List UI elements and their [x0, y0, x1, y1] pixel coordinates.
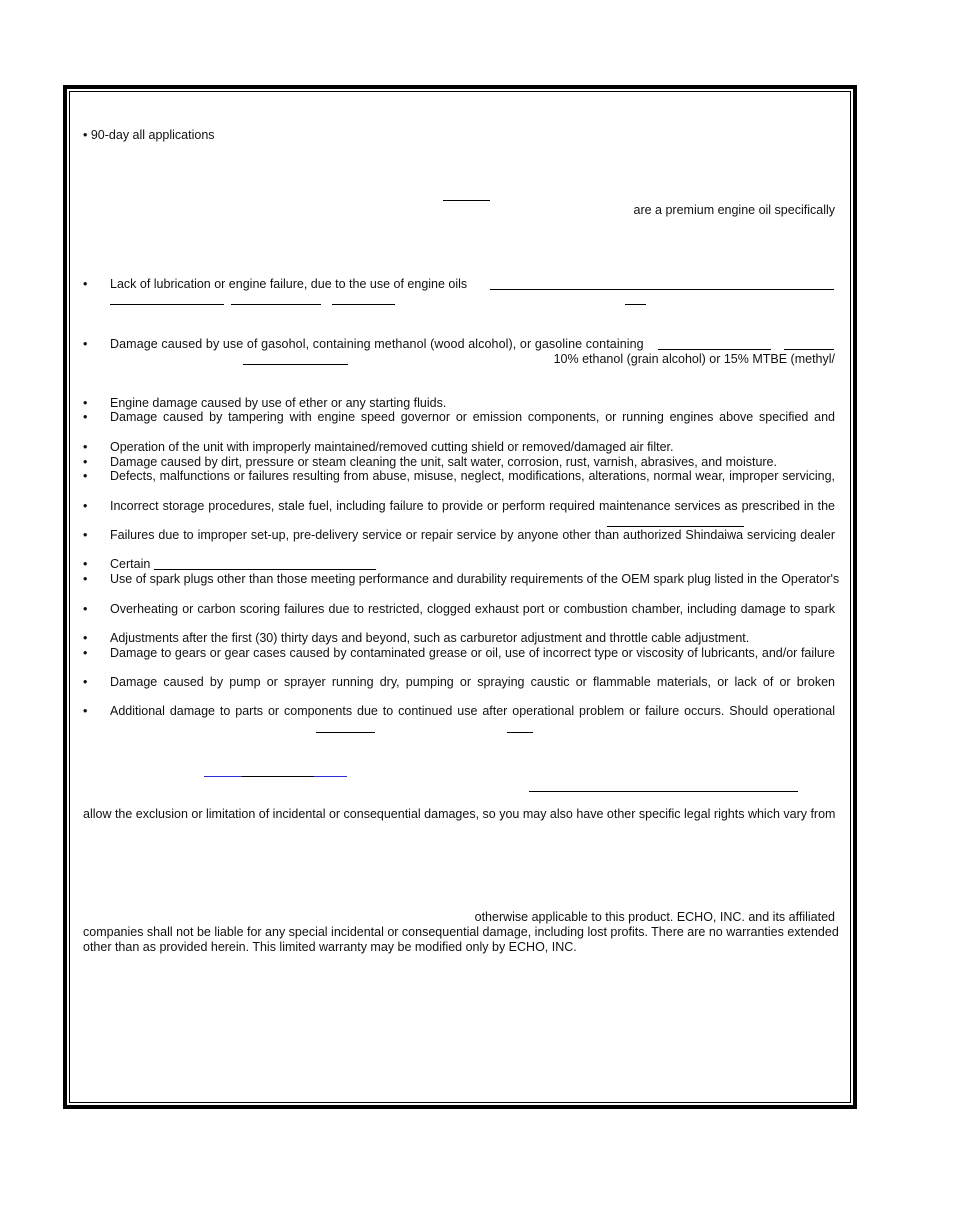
- exclusion-overheating: Overheating or carbon scoring failures due to restricted, clogged exhaust port or combustion chamber, including damage to spark: [110, 602, 835, 616]
- underline: [625, 304, 646, 305]
- exclusion-gasohol: Damage caused by use of gasohol, containing methanol (wood alcohol), or gasoline containing: [110, 337, 644, 351]
- bullet: •: [83, 602, 88, 616]
- exclusion-dirt: Damage caused by dirt, pressure or steam cleaning the unit, salt water, corrosion, rust, varnish, abrasives, and moisture.: [110, 455, 777, 469]
- underline: [443, 200, 490, 201]
- underline: [243, 364, 348, 365]
- final-paragraph-line3: other than as provided herein. This limited warranty may be modified only by ECHO, INC.: [83, 940, 577, 954]
- underline: [658, 349, 771, 350]
- bullet: •: [83, 440, 88, 454]
- bullet: •: [83, 396, 88, 410]
- exclusion-pump: Damage caused by pump or sprayer running dry, pumping or spraying caustic or flammable materials, or lack of or broken: [110, 675, 835, 689]
- bullet: •: [83, 675, 88, 689]
- oil-note: are a premium engine oil specifically: [633, 203, 835, 217]
- underline: [316, 732, 375, 733]
- underline: [607, 526, 744, 527]
- bullet: •: [83, 469, 88, 483]
- underline: [529, 791, 798, 792]
- exclusion-spark-plugs: Use of spark plugs other than those meeting performance and durability requirements of the OEM spark plug listed in the Operator's: [110, 572, 840, 586]
- exclusion-setup: Failures due to improper set-up, pre-delivery service or repair service by anyone other than authorized Shindaiwa servicing dealer: [110, 528, 835, 542]
- underline: [507, 732, 533, 733]
- intro-bullet: • 90-day all applications: [83, 128, 215, 142]
- underline: [332, 304, 395, 305]
- bullet: •: [83, 557, 88, 571]
- legal-rights-text: allow the exclusion or limitation of incidental or consequential damages, so you may also have other specific legal rights which vary from: [83, 807, 836, 821]
- bullet: •: [83, 572, 88, 586]
- bullet: •: [83, 337, 88, 351]
- bullet: •: [83, 410, 88, 424]
- bullet: •: [83, 455, 88, 469]
- exclusion-gasohol-cont: 10% ethanol (grain alcohol) or 15% MTBE (methyl/: [553, 352, 835, 366]
- exclusion-lubrication: Lack of lubrication or engine failure, due to the use of engine oils: [110, 277, 468, 291]
- exclusion-additional-damage: Additional damage to parts or components due to continued use after operational problem or failure occurs. Should operational: [110, 704, 835, 718]
- underline: [784, 349, 834, 350]
- underline: [242, 776, 314, 777]
- bullet: •: [83, 528, 88, 542]
- exclusion-abuse: Defects, malfunctions or failures resulting from abuse, misuse, neglect, modifications, alterations, normal wear, improper servicing,: [110, 469, 835, 483]
- final-paragraph-line2: companies shall not be liable for any special incidental or consequential damage, including lost profits. There are no warranties extended: [83, 925, 839, 939]
- exclusion-tampering: Damage caused by tampering with engine speed governor or emission components, or running engines above specified and: [110, 410, 835, 424]
- bullet: •: [83, 704, 88, 718]
- exclusion-storage: Incorrect storage procedures, stale fuel, including failure to provide or perform required maintenance services as prescribed in the: [110, 499, 835, 513]
- underline: [490, 289, 834, 290]
- underline: [231, 304, 321, 305]
- bullet: •: [83, 631, 88, 645]
- final-paragraph-line1: otherwise applicable to this product. ECHO, INC. and its affiliated: [474, 910, 835, 924]
- bullet: •: [83, 499, 88, 513]
- underline: [154, 569, 376, 570]
- bullet: •: [83, 646, 88, 660]
- exclusion-ether: Engine damage caused by use of ether or any starting fluids.: [110, 396, 447, 410]
- underline: [110, 304, 224, 305]
- exclusion-cutting-shield: Operation of the unit with improperly maintained/removed cutting shield or removed/damaged air filter.: [110, 440, 674, 454]
- bullet: •: [83, 277, 88, 291]
- exclusion-certain: Certain: [110, 557, 151, 571]
- exclusion-adjustments: Adjustments after the first (30) thirty days and beyond, such as carburetor adjustment and throttle cable adjustment.: [110, 631, 750, 645]
- exclusion-gears: Damage to gears or gear cases caused by contaminated grease or oil, use of incorrect type or viscosity of lubricants, and/or failure: [110, 646, 835, 660]
